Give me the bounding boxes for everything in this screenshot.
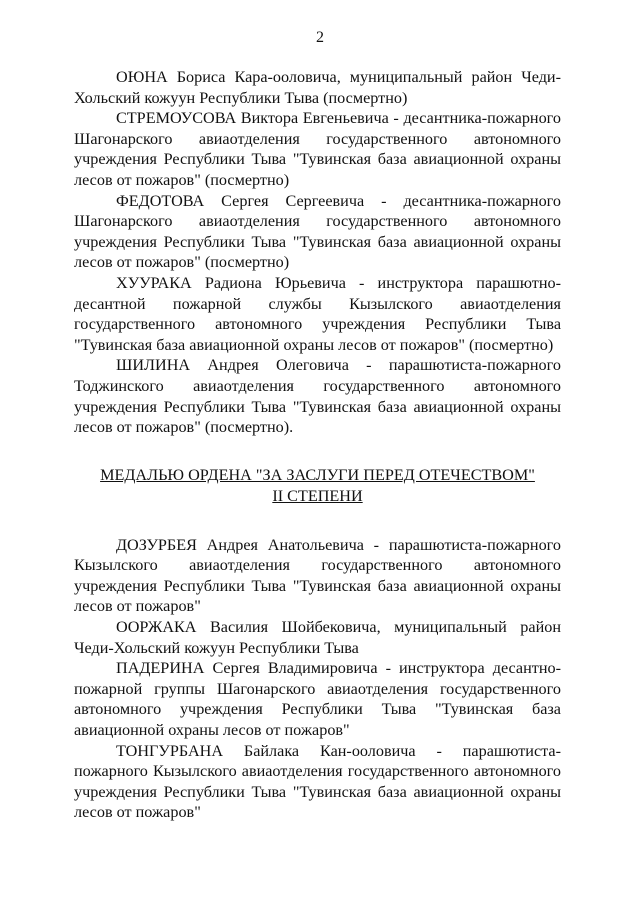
section-heading: [74, 465, 561, 507]
section-heading-line2: II СТЕПЕНИ: [272, 486, 363, 505]
award-entry-tongurban: ТОНГУРБАНА Байлака Кан-ооловича - парашютиста-пожарного Кызылского авиаотделения государственного автономного учреждения Республики Тыва "Тувинская база авиационной охраны лесов от пожаров": [74, 741, 561, 822]
award-entry-dozurbey: ДОЗУРБЕЯ Андрея Анатольевича - парашютиста-пожарного Кызылского авиаотделения государственного автономного учреждения Республики Тыва "Тувинская база авиационной охраны лесов от пожаров": [74, 535, 561, 616]
document-body: [74, 67, 561, 823]
award-entry-khuurak: ХУУРАКА Радиона Юрьевича - инструктора парашютно-десантной пожарной службы Кызылского авиаотделения государственного автономного учреждения Республики Тыва "Тувинская база авиационной охраны лесов от пожаров" (посмертно): [74, 273, 561, 354]
section-heading-line1: МЕДАЛЬЮ ОРДЕНА "ЗА ЗАСЛУГИ ПЕРЕД ОТЕЧЕСТВОМ": [100, 465, 535, 484]
page-number: 2: [316, 29, 324, 46]
award-entry-oorzhak: ООРЖАКА Василия Шойбековича, муниципальный район Чеди-Хольский кожуун Республики Тыва: [74, 618, 561, 657]
award-entry-oyun: ОЮНА Бориса Кара-ооловича, муниципальный район Чеди-Хольский кожуун Республики Тыва (посмертно): [74, 68, 561, 107]
award-entry-fedotov: ФЕДОТОВА Сергея Сергеевича - десантника-пожарного Шагонарского авиаотделения государственного автономного учреждения Республики Тыва "Тувинская база авиационной охраны лесов от пожаров" (посмертно): [74, 191, 561, 272]
award-entry-stremousov: СТРЕМОУСОВА Виктора Евгеньевича - десантника-пожарного Шагонарского авиаотделения государственного автономного учреждения Республики Тыва "Тувинская база авиационной охраны лесов от пожаров" (посмертно): [74, 109, 561, 189]
award-entry-shilin: ШИЛИНА Андрея Олеговича - парашютиста-пожарного Тоджинского авиаотделения государственного автономного учреждения Республики Тыва "Тувинская база авиационной охраны лесов от пожаров" (посмертно).: [74, 356, 561, 437]
award-entry-paderin: ПАДЕРИНА Сергея Владимировича - инструктора десантно-пожарной группы Шагонарского авиаотделения государственного автономного учреждения Республики Тыва "Тувинская база авиационной охраны лесов от пожаров": [74, 659, 561, 740]
